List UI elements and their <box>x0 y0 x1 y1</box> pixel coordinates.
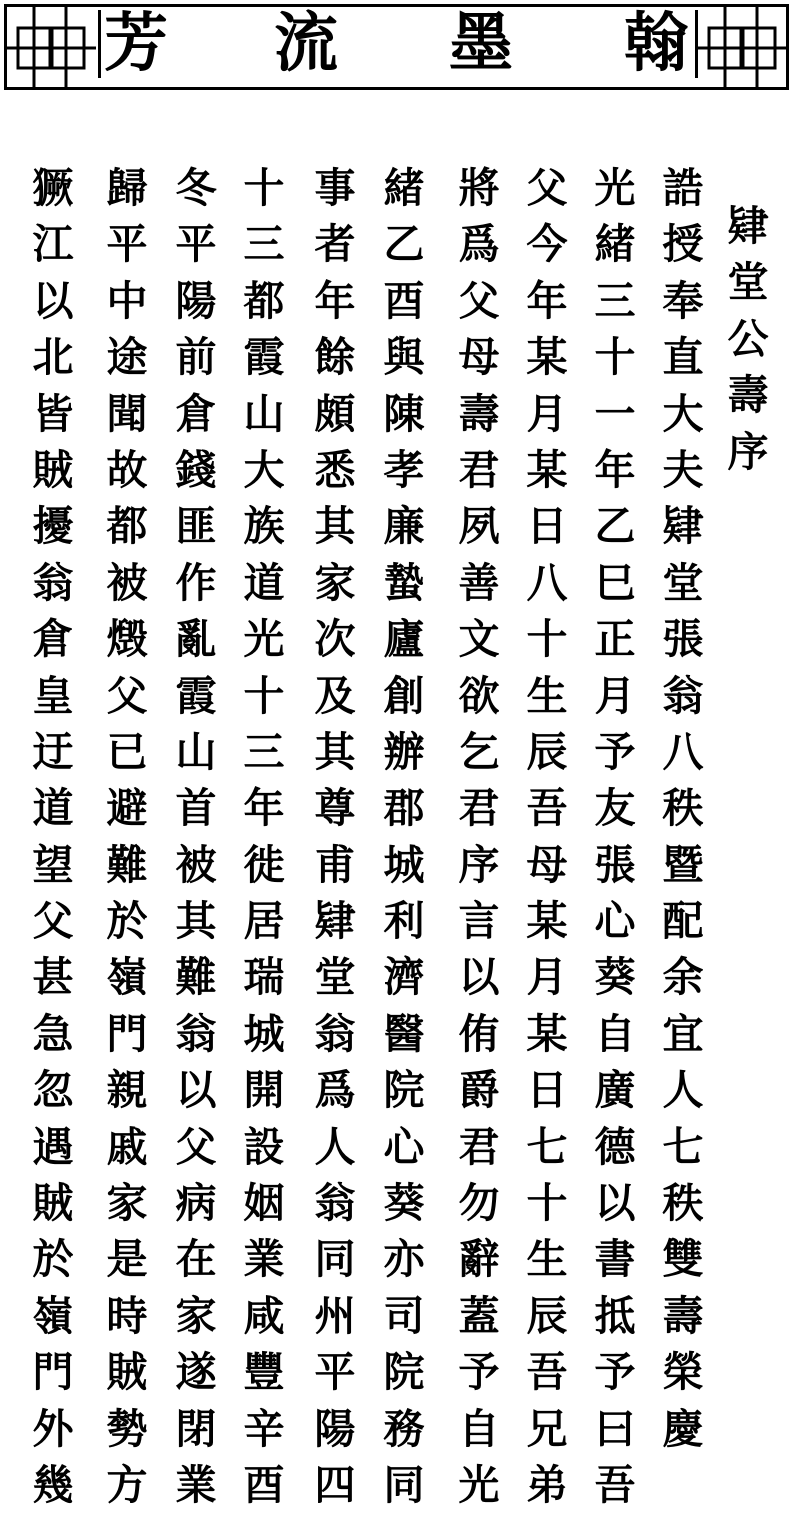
text-glyph: 授 <box>662 220 704 269</box>
text-glyph: 吾 <box>594 1460 636 1509</box>
text-glyph: 被 <box>175 840 217 889</box>
text-glyph: 廬 <box>383 615 425 664</box>
text-glyph: 乙 <box>594 502 636 551</box>
text-glyph: 心 <box>594 897 636 946</box>
text-glyph: 年 <box>594 445 636 494</box>
text-glyph: 十 <box>526 1179 568 1228</box>
text-glyph: 序 <box>727 427 769 476</box>
text-glyph: 辛 <box>243 1404 285 1453</box>
text-glyph: 日 <box>526 502 568 551</box>
text-glyph: 德 <box>594 1122 636 1171</box>
text-glyph: 陽 <box>175 276 217 325</box>
text-glyph: 皆 <box>32 389 74 438</box>
text-glyph: 緒 <box>594 220 636 269</box>
text-glyph: 光 <box>243 615 285 664</box>
text-glyph: 歸 <box>106 164 148 212</box>
text-glyph: 時 <box>106 1291 148 1340</box>
text-glyph: 翁 <box>662 671 704 720</box>
text-glyph: 首 <box>175 784 217 833</box>
text-glyph: 亦 <box>383 1235 425 1284</box>
text-glyph: 君 <box>458 1122 500 1171</box>
text-glyph: 其 <box>175 897 217 946</box>
text-glyph: 宜 <box>662 1009 704 1058</box>
text-glyph: 門 <box>32 1348 74 1397</box>
text-glyph: 予 <box>458 1348 500 1397</box>
text-glyph: 暨 <box>662 840 704 889</box>
text-glyph: 平 <box>175 220 217 269</box>
text-glyph: 十 <box>243 671 285 720</box>
text-column-3 <box>519 160 575 1513</box>
text-glyph: 父 <box>458 276 500 325</box>
text-glyph: 甫 <box>314 840 356 889</box>
text-glyph: 文 <box>458 615 500 664</box>
text-glyph: 直 <box>662 333 704 382</box>
text-glyph: 秩 <box>662 1179 704 1228</box>
text-column-1 <box>655 160 711 1457</box>
text-glyph: 迂 <box>32 727 74 776</box>
text-glyph: 亂 <box>175 615 217 664</box>
text-glyph: 及 <box>314 671 356 720</box>
text-glyph: 北 <box>32 333 74 382</box>
text-glyph: 家 <box>314 558 356 607</box>
text-glyph: 家 <box>175 1291 217 1340</box>
text-glyph: 外 <box>32 1404 74 1453</box>
text-glyph: 悉 <box>314 445 356 494</box>
text-glyph: 居 <box>243 897 285 946</box>
text-glyph: 郡 <box>383 784 425 833</box>
text-glyph: 某 <box>526 333 568 382</box>
text-glyph: 勿 <box>458 1179 500 1228</box>
text-glyph: 母 <box>458 333 500 382</box>
text-glyph: 與 <box>383 333 425 382</box>
text-glyph: 某 <box>526 1009 568 1058</box>
text-glyph: 倉 <box>32 615 74 664</box>
text-glyph: 賊 <box>32 1179 74 1228</box>
text-glyph: 同 <box>314 1235 356 1284</box>
text-glyph: 辭 <box>458 1235 500 1284</box>
text-glyph: 三 <box>243 727 285 776</box>
text-glyph: 十 <box>594 333 636 382</box>
text-glyph: 予 <box>594 1348 636 1397</box>
text-glyph: 張 <box>662 615 704 664</box>
text-glyph: 葵 <box>383 1179 425 1228</box>
text-glyph: 蓋 <box>458 1291 500 1340</box>
text-glyph: 侑 <box>458 1009 500 1058</box>
text-glyph: 辰 <box>526 1291 568 1340</box>
text-glyph: 避 <box>106 784 148 833</box>
text-glyph: 江 <box>32 220 74 269</box>
text-glyph: 院 <box>383 1066 425 1115</box>
text-glyph: 司 <box>383 1291 425 1340</box>
text-glyph: 生 <box>526 671 568 720</box>
text-glyph: 吾 <box>526 784 568 833</box>
text-glyph: 余 <box>662 953 704 1002</box>
text-glyph: 壽 <box>662 1291 704 1340</box>
banner-title-char-4: 芳 <box>104 6 168 81</box>
text-glyph: 壽 <box>727 371 769 420</box>
text-glyph: 賊 <box>32 445 74 494</box>
text-glyph: 冬 <box>175 164 217 212</box>
text-glyph: 夙 <box>458 502 500 551</box>
text-glyph: 勢 <box>106 1404 148 1453</box>
text-glyph: 善 <box>458 558 500 607</box>
text-glyph: 父 <box>106 671 148 720</box>
text-glyph: 母 <box>526 840 568 889</box>
text-glyph: 家 <box>106 1179 148 1228</box>
text-glyph: 徙 <box>243 840 285 889</box>
text-glyph: 光 <box>458 1460 500 1509</box>
text-glyph: 霞 <box>243 333 285 382</box>
text-glyph: 遂 <box>175 1348 217 1397</box>
text-glyph: 陽 <box>314 1404 356 1453</box>
text-glyph: 爲 <box>314 1066 356 1115</box>
text-glyph: 在 <box>175 1235 217 1284</box>
text-glyph: 瑞 <box>243 953 285 1002</box>
text-glyph: 巳 <box>594 558 636 607</box>
text-glyph: 匪 <box>175 502 217 551</box>
text-glyph: 書 <box>594 1235 636 1284</box>
text-glyph: 於 <box>32 1235 74 1284</box>
text-column-7 <box>236 160 292 1513</box>
text-glyph: 榮 <box>662 1348 704 1397</box>
text-glyph: 張 <box>594 840 636 889</box>
text-glyph: 日 <box>526 1066 568 1115</box>
text-glyph: 霞 <box>175 671 217 720</box>
text-glyph: 七 <box>662 1122 704 1171</box>
text-glyph: 夫 <box>662 445 704 494</box>
text-glyph: 辰 <box>526 727 568 776</box>
text-glyph: 於 <box>106 897 148 946</box>
text-glyph: 乙 <box>383 220 425 269</box>
text-glyph: 翁 <box>175 1009 217 1058</box>
text-glyph: 廉 <box>383 502 425 551</box>
text-glyph: 三 <box>594 276 636 325</box>
text-glyph: 陳 <box>383 389 425 438</box>
text-glyph: 濟 <box>383 953 425 1002</box>
text-glyph: 族 <box>243 502 285 551</box>
text-glyph: 生 <box>526 1235 568 1284</box>
text-glyph: 中 <box>106 276 148 325</box>
text-glyph: 爵 <box>458 1066 500 1115</box>
text-glyph: 四 <box>314 1460 356 1509</box>
text-glyph: 遇 <box>32 1122 74 1171</box>
text-glyph: 咸 <box>243 1291 285 1340</box>
text-glyph: 開 <box>243 1066 285 1115</box>
text-glyph: 十 <box>243 164 285 212</box>
text-glyph: 業 <box>243 1235 285 1284</box>
text-glyph: 望 <box>32 840 74 889</box>
text-glyph: 業 <box>175 1460 217 1509</box>
text-glyph: 已 <box>106 727 148 776</box>
text-glyph: 兄 <box>526 1404 568 1453</box>
text-glyph: 予 <box>594 727 636 776</box>
text-glyph: 以 <box>175 1066 217 1115</box>
text-column-4 <box>451 160 507 1513</box>
text-glyph: 務 <box>383 1404 425 1453</box>
text-glyph: 大 <box>662 389 704 438</box>
text-glyph: 今 <box>526 220 568 269</box>
text-glyph: 門 <box>106 1009 148 1058</box>
text-glyph: 次 <box>314 615 356 664</box>
text-glyph: 三 <box>243 220 285 269</box>
text-glyph: 序 <box>458 840 500 889</box>
text-glyph: 抵 <box>594 1291 636 1340</box>
text-glyph: 某 <box>526 897 568 946</box>
text-glyph: 賊 <box>106 1348 148 1397</box>
text-glyph: 配 <box>662 897 704 946</box>
text-glyph: 父 <box>32 897 74 946</box>
text-glyph: 肄 <box>314 897 356 946</box>
text-glyph: 堂 <box>314 953 356 1002</box>
text-glyph: 嶺 <box>106 953 148 1002</box>
text-glyph: 閉 <box>175 1404 217 1453</box>
text-glyph: 辦 <box>383 727 425 776</box>
text-glyph: 道 <box>32 784 74 833</box>
banner-title-char-3: 流 <box>274 6 338 81</box>
text-glyph: 奉 <box>662 276 704 325</box>
text-glyph: 一 <box>594 389 636 438</box>
text-glyph: 乞 <box>458 727 500 776</box>
text-glyph: 聞 <box>106 389 148 438</box>
text-glyph: 以 <box>594 1179 636 1228</box>
text-glyph: 尊 <box>314 784 356 833</box>
text-glyph: 餘 <box>314 333 356 382</box>
text-glyph: 親 <box>106 1066 148 1115</box>
text-glyph: 皇 <box>32 671 74 720</box>
text-glyph: 山 <box>175 727 217 776</box>
text-glyph: 肄 <box>662 502 704 551</box>
text-glyph: 途 <box>106 333 148 382</box>
text-glyph: 孝 <box>383 445 425 494</box>
text-glyph: 幾 <box>32 1460 74 1509</box>
text-glyph: 忽 <box>32 1066 74 1115</box>
text-glyph: 被 <box>106 558 148 607</box>
text-glyph: 十 <box>526 615 568 664</box>
text-glyph: 作 <box>175 558 217 607</box>
meander-ornament-right-icon <box>695 4 789 90</box>
text-glyph: 年 <box>243 784 285 833</box>
text-glyph: 爲 <box>458 220 500 269</box>
text-glyph: 翁 <box>314 1179 356 1228</box>
text-glyph: 友 <box>594 784 636 833</box>
text-glyph: 月 <box>594 671 636 720</box>
text-column-2 <box>587 160 643 1513</box>
text-glyph: 翁 <box>314 1009 356 1058</box>
text-glyph: 月 <box>526 953 568 1002</box>
heading-column <box>720 198 776 480</box>
text-glyph: 道 <box>243 558 285 607</box>
text-glyph: 姻 <box>243 1179 285 1228</box>
text-glyph: 誥 <box>662 164 704 212</box>
text-glyph: 人 <box>314 1122 356 1171</box>
text-glyph: 心 <box>383 1122 425 1171</box>
text-glyph: 以 <box>32 276 74 325</box>
text-glyph: 肄 <box>727 202 769 250</box>
text-glyph: 倉 <box>175 389 217 438</box>
text-glyph: 慶 <box>662 1404 704 1453</box>
text-glyph: 獗 <box>32 164 74 212</box>
text-glyph: 戚 <box>106 1122 148 1171</box>
text-glyph: 君 <box>458 445 500 494</box>
text-glyph: 難 <box>175 953 217 1002</box>
text-glyph: 弟 <box>526 1460 568 1509</box>
text-glyph: 父 <box>175 1122 217 1171</box>
text-glyph: 是 <box>106 1235 148 1284</box>
meander-ornament-left-icon <box>4 4 98 90</box>
text-glyph: 錢 <box>175 445 217 494</box>
text-glyph: 言 <box>458 897 500 946</box>
text-glyph: 以 <box>458 953 500 1002</box>
text-glyph: 其 <box>314 502 356 551</box>
text-glyph: 設 <box>243 1122 285 1171</box>
text-glyph: 事 <box>314 164 356 212</box>
text-column-9 <box>99 160 155 1513</box>
text-glyph: 光 <box>594 164 636 212</box>
text-glyph: 方 <box>106 1460 148 1509</box>
text-glyph: 酉 <box>243 1460 285 1509</box>
text-glyph: 平 <box>106 220 148 269</box>
text-glyph: 故 <box>106 445 148 494</box>
text-column-8 <box>168 160 224 1513</box>
text-glyph: 都 <box>243 276 285 325</box>
text-glyph: 將 <box>458 164 500 212</box>
text-glyph: 翁 <box>32 558 74 607</box>
text-glyph: 人 <box>662 1066 704 1115</box>
text-glyph: 山 <box>243 389 285 438</box>
text-column-5 <box>376 160 432 1513</box>
text-glyph: 吾 <box>526 1348 568 1397</box>
text-glyph: 八 <box>662 727 704 776</box>
text-glyph: 年 <box>314 276 356 325</box>
text-glyph: 病 <box>175 1179 217 1228</box>
text-glyph: 正 <box>594 615 636 664</box>
text-glyph: 前 <box>175 333 217 382</box>
text-glyph: 其 <box>314 727 356 776</box>
text-glyph: 葵 <box>594 953 636 1002</box>
text-glyph: 急 <box>32 1009 74 1058</box>
text-glyph: 嶺 <box>32 1291 74 1340</box>
text-glyph: 欲 <box>458 671 500 720</box>
banner-inner-panel <box>98 6 698 81</box>
text-glyph: 某 <box>526 445 568 494</box>
banner-title-char-1: 翰 <box>624 6 688 81</box>
text-glyph: 州 <box>314 1291 356 1340</box>
text-glyph: 難 <box>106 840 148 889</box>
text-glyph: 大 <box>243 445 285 494</box>
text-glyph: 蟄 <box>383 558 425 607</box>
text-glyph: 甚 <box>32 953 74 1002</box>
text-glyph: 堂 <box>727 258 769 307</box>
text-glyph: 緒 <box>383 164 425 212</box>
text-glyph: 曰 <box>594 1404 636 1453</box>
text-glyph: 城 <box>383 840 425 889</box>
text-glyph: 平 <box>314 1348 356 1397</box>
text-glyph: 城 <box>243 1009 285 1058</box>
text-column-10 <box>25 160 81 1513</box>
text-glyph: 都 <box>106 502 148 551</box>
text-glyph: 擾 <box>32 502 74 551</box>
text-glyph: 者 <box>314 220 356 269</box>
text-glyph: 君 <box>458 784 500 833</box>
text-glyph: 院 <box>383 1348 425 1397</box>
text-glyph: 八 <box>526 558 568 607</box>
text-glyph: 堂 <box>662 558 704 607</box>
text-glyph: 月 <box>526 389 568 438</box>
text-glyph: 公 <box>727 314 769 363</box>
banner-title-char-2: 墨 <box>449 6 513 81</box>
text-glyph: 利 <box>383 897 425 946</box>
text-glyph: 醫 <box>383 1009 425 1058</box>
text-glyph: 燬 <box>106 615 148 664</box>
text-glyph: 年 <box>526 276 568 325</box>
text-column-6 <box>307 160 363 1513</box>
text-glyph: 豐 <box>243 1348 285 1397</box>
text-glyph: 頗 <box>314 389 356 438</box>
text-glyph: 雙 <box>662 1235 704 1284</box>
text-glyph: 秩 <box>662 784 704 833</box>
text-glyph: 酉 <box>383 276 425 325</box>
text-glyph: 同 <box>383 1460 425 1509</box>
title-banner <box>0 0 795 100</box>
text-glyph: 創 <box>383 671 425 720</box>
text-glyph: 七 <box>526 1122 568 1171</box>
text-glyph: 壽 <box>458 389 500 438</box>
text-glyph: 父 <box>526 164 568 212</box>
text-glyph: 自 <box>458 1404 500 1453</box>
text-glyph: 廣 <box>594 1066 636 1115</box>
text-glyph: 自 <box>594 1009 636 1058</box>
